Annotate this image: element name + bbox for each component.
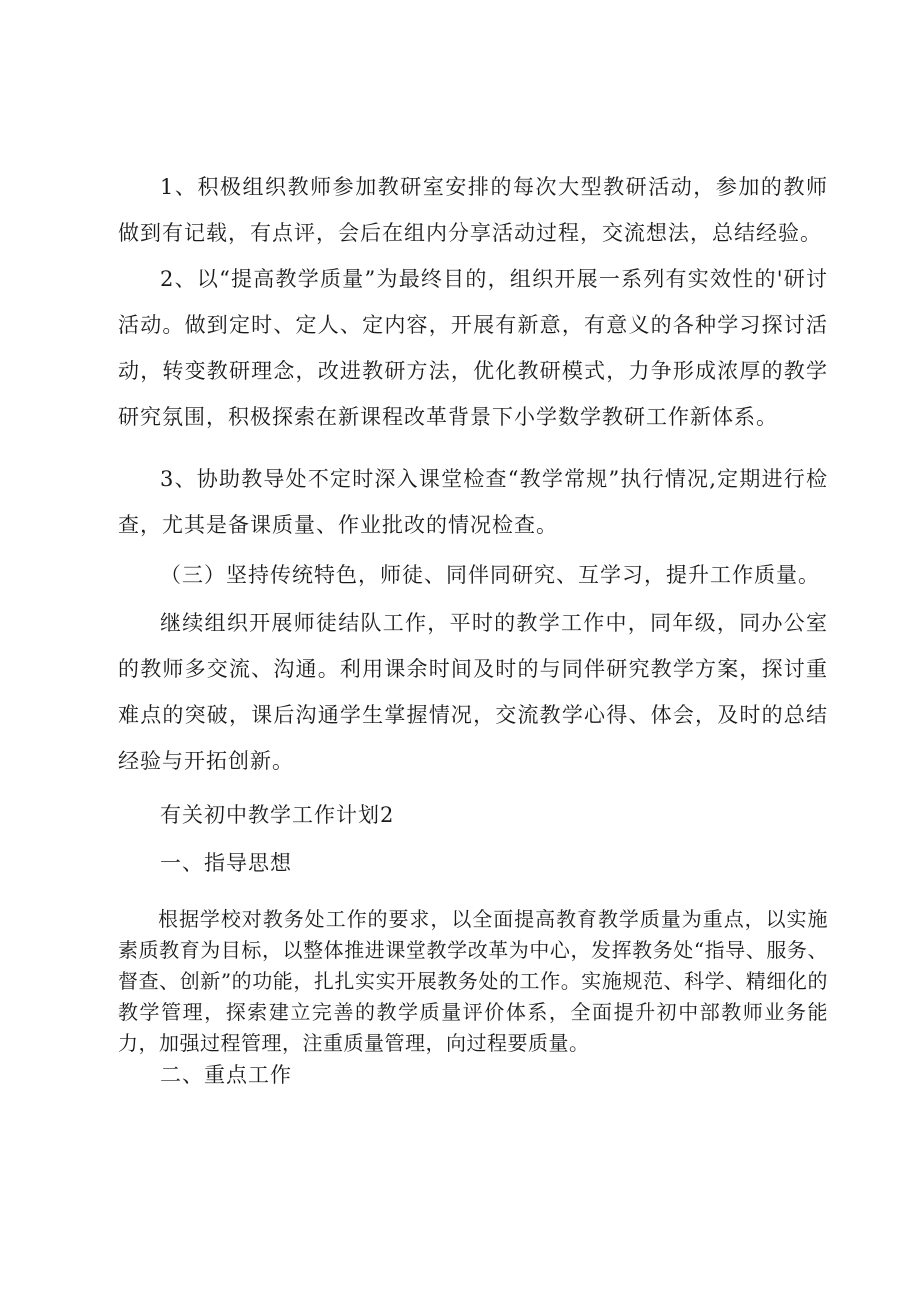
heading-key-work: 二、重点工作 [160,1063,292,1087]
plan-title-2: 有关初中教学工作计划2 [160,803,395,827]
paragraph-item-1: 1、积极组织教师参加教研室安排的每次大型教研活动，参加的教师做到有记载，有点评，会后在组内分享活动过程，交流想法，总结经验。 [118,175,828,245]
paragraph-item-3: 3、协助教导处不定时深入课堂检查“教学常规”执行情况,定期进行检查，尤其是备课质量、作业批改的情况检查。 [118,467,828,537]
paragraph-guiding-ideology: 根据学校对教务处工作的要求，以全面提高教育教学质量为重点，以实施素质教育为目标，以整体推进课堂教学改革为中心，发挥教务处“指导、服务、督查、创新”的功能，扎扎实实开展教务处的工作。实施规范、科学、精细化的教学管理，探索建立完善的教学质量评价体系，全面提升初中部教师业务能力，加强过程管理，注重质量管理，向过程要质量。 [118,907,828,1055]
paragraph-item-2: 2、以“提高教学质量”为最终目的，组织开展一系列有实效性的'研讨活动。做到定时、定人、定内容，开展有新意，有意义的各种学习探讨活动，转变教研理念，改进教研方法，优化教研模式，力争形成浓厚的教学研究氛围，积极探索在新课程改革背景下小学数学教研工作新体系。 [118,267,828,429]
section-heading-3: （三）坚持传统特色，师徒、同伴同研究、互学习，提升工作质量。 [160,563,820,587]
paragraph-mentoring: 继续组织开展师徒结队工作，平时的教学工作中，同年级，同办公室的教师多交流、沟通。利用课余时间及时的与同伴研究教学方案，探讨重难点的突破，课后沟通学生掌握情况，交流教学心得、体会，及时的总结经验与开拓创新。 [118,611,828,773]
heading-guiding-ideology: 一、指导思想 [160,851,292,875]
